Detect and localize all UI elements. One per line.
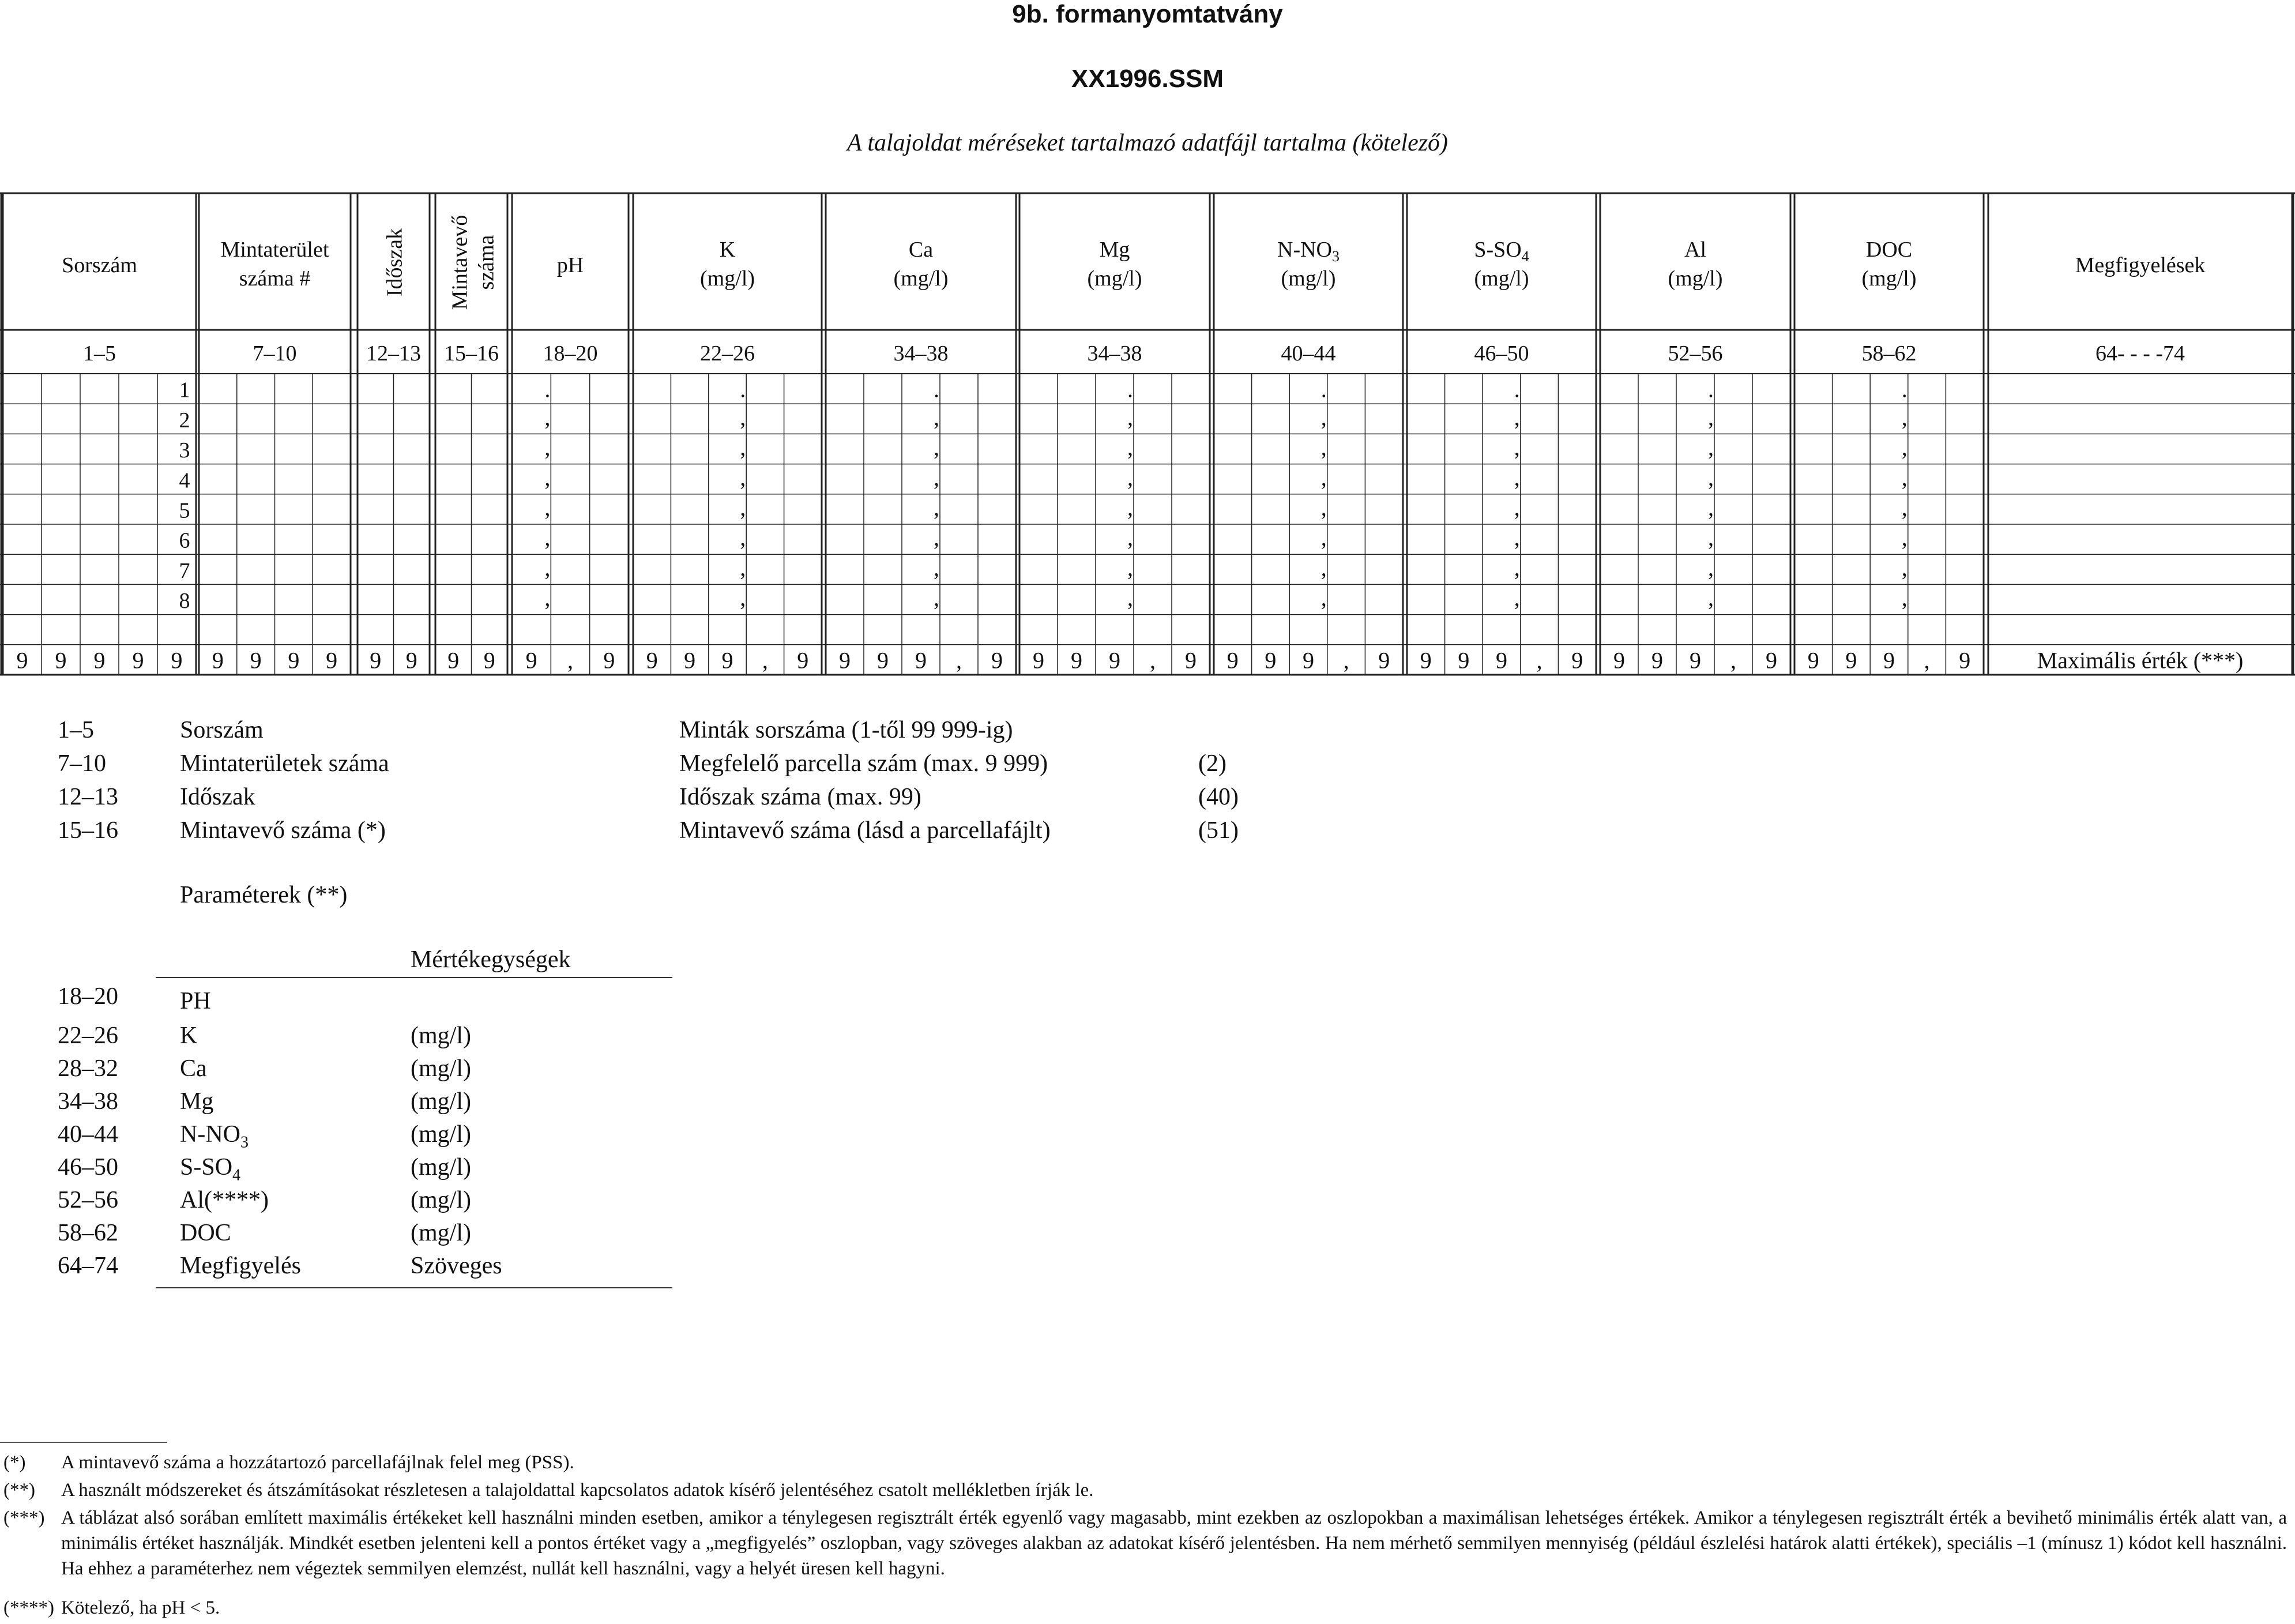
param-unit: (mg/l) bbox=[411, 1220, 471, 1246]
decimal-separator: , bbox=[1514, 464, 1520, 491]
max-digit: 9 bbox=[1959, 647, 1971, 674]
max-digit: 9 bbox=[1496, 647, 1507, 674]
footnote bbox=[3, 1478, 2287, 1504]
max-digit: 9 bbox=[1613, 647, 1625, 674]
max-digit: 9 bbox=[405, 647, 417, 674]
legend-range: 12–13 bbox=[58, 784, 118, 810]
param-name: $S-SO_4$ bbox=[180, 1154, 241, 1185]
max-digit: 9 bbox=[797, 647, 809, 674]
param-name: Ca bbox=[180, 1055, 207, 1082]
legend-ref: (51) bbox=[1198, 817, 1239, 844]
row-number: 3 bbox=[179, 438, 190, 463]
decimal-separator: , bbox=[740, 524, 746, 551]
param-name: PH bbox=[180, 988, 211, 1014]
legend-desc: Időszak száma (max. 99) bbox=[679, 784, 921, 810]
decimal-separator: , bbox=[934, 494, 939, 521]
column-range: 64- - - -74 bbox=[2095, 341, 2185, 366]
decimal-separator: , bbox=[1901, 494, 1908, 521]
column-range: 12–13 bbox=[366, 341, 421, 366]
decimal-separator: . bbox=[1320, 376, 1327, 403]
param-range: 64–74 bbox=[58, 1253, 118, 1279]
decimal-separator: , bbox=[1514, 434, 1520, 461]
decimal-separator: , bbox=[1127, 434, 1133, 461]
decimal-separator: , bbox=[1901, 585, 1908, 611]
decimal-separator: , bbox=[544, 524, 551, 551]
param-range: 40–44 bbox=[58, 1121, 118, 1148]
max-digit: 9 bbox=[839, 647, 851, 674]
max-digit: 9 bbox=[1766, 647, 1777, 674]
decimal-separator: , bbox=[1708, 434, 1714, 461]
param-name: Mg bbox=[180, 1088, 214, 1115]
max-digit: 9 bbox=[326, 647, 338, 674]
param-name: $N-NO_3$ bbox=[180, 1121, 249, 1152]
max-digit: 9 bbox=[1458, 647, 1470, 674]
decimal-separator: , bbox=[1901, 554, 1908, 581]
footnote bbox=[3, 1505, 2287, 1609]
max-digit: 9 bbox=[915, 647, 927, 674]
decimal-separator: , bbox=[1127, 554, 1133, 581]
param-range: 28–32 bbox=[58, 1055, 118, 1082]
max-digit: 9 bbox=[93, 647, 106, 674]
column-header-label: $N-NO_3$ bbox=[1277, 238, 1340, 265]
column-header-unit: (mg/l) bbox=[700, 266, 755, 291]
max-digit: 9 bbox=[370, 647, 382, 674]
units-header: Mértékegységek bbox=[411, 946, 571, 973]
max-digit: 9 bbox=[1109, 647, 1120, 674]
column-range: 46–50 bbox=[1474, 341, 1529, 366]
decimal-separator: , bbox=[934, 464, 939, 491]
decimal-separator: , bbox=[934, 524, 939, 551]
column-range: 40–44 bbox=[1281, 341, 1336, 366]
decimal-separator: , bbox=[740, 585, 746, 611]
param-range: 18–20 bbox=[58, 983, 118, 1010]
legend-desc: Megfelelő parcella szám (max. 9 999) bbox=[679, 750, 1048, 777]
max-digit: 9 bbox=[1185, 647, 1197, 674]
param-name: Al(****) bbox=[180, 1187, 269, 1213]
max-digit: 9 bbox=[1420, 647, 1432, 674]
decimal-separator: , bbox=[544, 434, 551, 461]
decimal-separator: , bbox=[1514, 554, 1520, 581]
form-code: XX1996.SSM bbox=[1071, 65, 1224, 93]
decimal-separator: , bbox=[1708, 585, 1714, 611]
decimal-separator: , bbox=[1514, 585, 1520, 611]
units-rule bbox=[156, 977, 672, 978]
decimal-separator: , bbox=[740, 464, 746, 491]
column-header-label: Ca bbox=[908, 238, 934, 262]
param-subscript: 4 bbox=[232, 1166, 241, 1185]
row-number: 7 bbox=[179, 558, 190, 583]
column-range: 15–16 bbox=[444, 341, 499, 366]
param-range: 22–26 bbox=[58, 1022, 118, 1049]
max-digit: 9 bbox=[646, 647, 658, 674]
decimal-separator: , bbox=[1320, 464, 1327, 491]
max-separator: , bbox=[567, 647, 573, 674]
decimal-separator: , bbox=[1901, 524, 1908, 551]
param-unit: (mg/l) bbox=[411, 1055, 471, 1082]
max-digit: 9 bbox=[212, 647, 224, 674]
decimal-separator: , bbox=[544, 464, 551, 491]
footnote-text: A táblázat alsó sorában említett maximális értékeket kell használni minden esetben, amikor a ténylegesen regisztrált érték egyenlő vagy magasabb, mint ezekben az oszlopokban a maximálisan lehetséges értékek. Amikor a ténylegesen regisztrált érték a bevihető minimális érték alatt van, a minimális értéket használják. Mindkét esetben jelenteni kell a pontos értéket vagy a „megfigyelés” oszlopban, vagy szöveges alakban az adatokat kísérő jelentésben. Ha nem mérhető semmilyen mennyiség (például észlelési határok alatti értékek), speciális –1 (mínusz 1) kódot kell használni. Ha ehhez a paraméterhez nem végeztek semmilyen elemzést, nullát kell használni, vagy a helyét üresen kell hagyni. bbox=[61, 1508, 2287, 1579]
max-digit: 9 bbox=[483, 647, 495, 674]
decimal-separator: , bbox=[1708, 464, 1714, 491]
column-header-label: Al bbox=[1684, 238, 1706, 262]
max-digit: 9 bbox=[991, 647, 1003, 674]
param-unit: (mg/l) bbox=[411, 1187, 471, 1213]
form-title: 9b. formanyomtatvány bbox=[1012, 0, 1283, 28]
max-separator: , bbox=[1536, 647, 1542, 674]
decimal-separator: , bbox=[1320, 404, 1327, 430]
param-unit: (mg/l) bbox=[411, 1022, 471, 1049]
decimal-separator: , bbox=[740, 494, 746, 521]
max-digit: 9 bbox=[603, 647, 615, 674]
decimal-separator: , bbox=[1320, 524, 1327, 551]
decimal-separator: , bbox=[1901, 464, 1908, 491]
footnote-text: A használt módszereket és átszámításokat részletesen a talajoldattal kapcsolatos adatok kísérő jelentéséhez csatolt mellékletben írják le. bbox=[61, 1480, 1094, 1501]
decimal-separator: , bbox=[1127, 494, 1133, 521]
decimal-separator: , bbox=[1708, 494, 1714, 521]
legend-name: Mintavevő száma (*) bbox=[180, 817, 386, 844]
footnote bbox=[3, 1450, 2287, 1476]
column-range: 58–62 bbox=[1861, 341, 1917, 366]
column-range: 18–20 bbox=[543, 341, 598, 366]
column-header-unit: (mg/l) bbox=[1861, 266, 1917, 291]
footnote bbox=[3, 1595, 2287, 1622]
decimal-separator: . bbox=[544, 376, 551, 403]
decimal-separator: , bbox=[934, 404, 939, 430]
params-title: Paraméterek (**) bbox=[180, 882, 348, 908]
param-name: K bbox=[180, 1022, 198, 1049]
max-digit: 9 bbox=[721, 647, 733, 674]
max-digit: 9 bbox=[1033, 647, 1044, 674]
legend-name: Mintaterületek száma bbox=[180, 750, 389, 777]
max-separator: , bbox=[1730, 647, 1736, 674]
column-header-unit: (mg/l) bbox=[1668, 266, 1723, 291]
decimal-separator: , bbox=[1708, 524, 1714, 551]
column-range: 34–38 bbox=[893, 341, 949, 366]
max-digit: 9 bbox=[1226, 647, 1239, 674]
column-header-label: $S-SO_4$ bbox=[1474, 238, 1529, 265]
legend-range: 15–16 bbox=[58, 817, 118, 844]
max-separator: , bbox=[956, 647, 962, 674]
max-digit: 9 bbox=[1265, 647, 1277, 674]
max-digit: 9 bbox=[16, 647, 28, 674]
column-header-unit: (mg/l) bbox=[893, 266, 949, 291]
decimal-separator: , bbox=[1514, 524, 1520, 551]
max-digit: 9 bbox=[1378, 647, 1390, 674]
legend-name: Időszak bbox=[180, 784, 255, 810]
data-entry-table bbox=[0, 0, 2295, 692]
footnote-mark: (*) bbox=[3, 1452, 26, 1473]
param-subscript: 3 bbox=[240, 1133, 249, 1152]
max-digit: 9 bbox=[1071, 647, 1082, 674]
legend-ref: (40) bbox=[1198, 784, 1239, 810]
max-digit: 9 bbox=[288, 647, 300, 674]
column-header-label: Sorszám bbox=[62, 253, 137, 277]
column-header-label: DOC bbox=[1865, 238, 1913, 262]
decimal-separator: . bbox=[1514, 376, 1520, 403]
column-range: 1–5 bbox=[83, 341, 116, 366]
column-header-label: Mintavevő bbox=[447, 215, 472, 310]
footnote-separator bbox=[0, 1442, 167, 1443]
row-number: 2 bbox=[179, 408, 190, 433]
row-number: 5 bbox=[179, 498, 190, 523]
column-header-unit: (mg/l) bbox=[1087, 266, 1142, 291]
decimal-separator: , bbox=[1320, 434, 1327, 461]
decimal-separator: , bbox=[934, 434, 939, 461]
decimal-separator: , bbox=[934, 554, 939, 581]
row-number: 1 bbox=[179, 378, 190, 403]
legend-desc: Minták sorszáma (1-től 99 999-ig) bbox=[679, 717, 1013, 743]
max-separator: , bbox=[1150, 647, 1156, 674]
decimal-separator: . bbox=[1901, 376, 1908, 403]
decimal-separator: , bbox=[740, 434, 746, 461]
column-header-unit: száma bbox=[474, 235, 499, 290]
max-digit: 9 bbox=[1571, 647, 1583, 674]
column-header-label: Mintaterület bbox=[220, 238, 329, 262]
decimal-separator: . bbox=[934, 376, 939, 403]
decimal-separator: , bbox=[1127, 585, 1133, 611]
param-range: 58–62 bbox=[58, 1220, 118, 1246]
column-header-label: Megfigyelések bbox=[2075, 253, 2206, 277]
max-separator: , bbox=[762, 647, 768, 674]
column-header-unit: száma # bbox=[239, 266, 311, 291]
decimal-separator: . bbox=[1708, 376, 1714, 403]
param-range: 34–38 bbox=[58, 1088, 118, 1115]
legend-name: Sorszám bbox=[180, 717, 264, 743]
decimal-separator: , bbox=[1320, 585, 1327, 611]
column-header-label: Időszak bbox=[382, 228, 407, 297]
decimal-separator: , bbox=[740, 404, 746, 430]
decimal-separator: . bbox=[740, 376, 746, 403]
decimal-separator: , bbox=[1901, 404, 1908, 430]
decimal-separator: , bbox=[1127, 524, 1133, 551]
column-range: 22–26 bbox=[700, 341, 755, 366]
footnote-mark: (**) bbox=[3, 1480, 35, 1501]
max-digit: 9 bbox=[132, 647, 144, 674]
decimal-separator: . bbox=[1127, 376, 1133, 403]
decimal-separator: , bbox=[544, 404, 551, 430]
param-unit: (mg/l) bbox=[411, 1154, 471, 1181]
decimal-separator: , bbox=[1708, 554, 1714, 581]
decimal-separator: , bbox=[1901, 434, 1908, 461]
footnote-mark: (***) bbox=[3, 1508, 45, 1528]
column-range: 7–10 bbox=[253, 341, 297, 366]
param-unit: Szöveges bbox=[411, 1253, 502, 1279]
max-digit: 9 bbox=[877, 647, 889, 674]
decimal-separator: , bbox=[544, 585, 551, 611]
max-digit: 9 bbox=[171, 647, 183, 674]
max-digit: 9 bbox=[55, 647, 67, 674]
decimal-separator: , bbox=[740, 554, 746, 581]
legend-range: 7–10 bbox=[58, 750, 106, 777]
legend-ref: (2) bbox=[1198, 750, 1226, 777]
decimal-separator: , bbox=[1320, 554, 1327, 581]
form-subtitle: A talajoldat méréseket tartalmazó adatfájl tartalma (kötelező) bbox=[846, 130, 1449, 156]
max-digit: 9 bbox=[1303, 647, 1314, 674]
footnote-text: A mintavevő száma a hozzátartozó parcellafájlnak felel meg (PSS). bbox=[61, 1452, 574, 1473]
decimal-separator: , bbox=[1127, 404, 1133, 430]
max-separator: , bbox=[1343, 647, 1349, 674]
decimal-separator: , bbox=[934, 585, 939, 611]
max-digit: 9 bbox=[684, 647, 696, 674]
column-header-label: K bbox=[719, 238, 736, 262]
row-number: 4 bbox=[179, 468, 190, 493]
param-unit: (mg/l) bbox=[411, 1121, 471, 1148]
decimal-separator: , bbox=[1514, 494, 1520, 521]
decimal-separator: , bbox=[1514, 404, 1520, 430]
row-number: 8 bbox=[179, 589, 190, 614]
decimal-separator: , bbox=[544, 554, 551, 581]
max-digit: 9 bbox=[1807, 647, 1819, 674]
column-range: 52–56 bbox=[1668, 341, 1723, 366]
footnote-mark: (****) bbox=[3, 1597, 54, 1618]
max-digit: 9 bbox=[1690, 647, 1701, 674]
param-name: Megfigyelés bbox=[180, 1253, 301, 1279]
param-range: 46–50 bbox=[58, 1154, 118, 1181]
decimal-separator: , bbox=[1127, 464, 1133, 491]
param-range: 52–56 bbox=[58, 1187, 118, 1213]
decimal-separator: , bbox=[1320, 494, 1327, 521]
param-name: DOC bbox=[180, 1220, 231, 1246]
max-digit: 9 bbox=[525, 647, 537, 674]
max-digit: 9 bbox=[250, 647, 262, 674]
column-header-unit: (mg/l) bbox=[1281, 266, 1336, 291]
max-digit: 9 bbox=[1651, 647, 1663, 674]
params-bottom-rule bbox=[156, 1287, 672, 1288]
footnote-text: Kötelező, ha pH < 5. bbox=[61, 1597, 220, 1618]
max-digit: 9 bbox=[447, 647, 460, 674]
max-digit: 9 bbox=[1883, 647, 1895, 674]
param-unit: (mg/l) bbox=[411, 1088, 471, 1115]
column-header-label: Mg bbox=[1099, 238, 1130, 262]
column-header-unit: (mg/l) bbox=[1474, 266, 1529, 291]
decimal-separator: , bbox=[544, 494, 551, 521]
max-value-remark: Maximális érték (***) bbox=[2037, 647, 2244, 674]
column-header-label: pH bbox=[556, 253, 584, 277]
column-range: 34–38 bbox=[1087, 341, 1142, 366]
row-number: 6 bbox=[179, 528, 190, 553]
max-separator: , bbox=[1924, 647, 1930, 674]
decimal-separator: , bbox=[1708, 404, 1714, 430]
legend-desc: Mintavevő száma (lásd a parcellafájlt) bbox=[679, 817, 1051, 844]
legend-range: 1–5 bbox=[58, 717, 94, 743]
max-digit: 9 bbox=[1845, 647, 1857, 674]
